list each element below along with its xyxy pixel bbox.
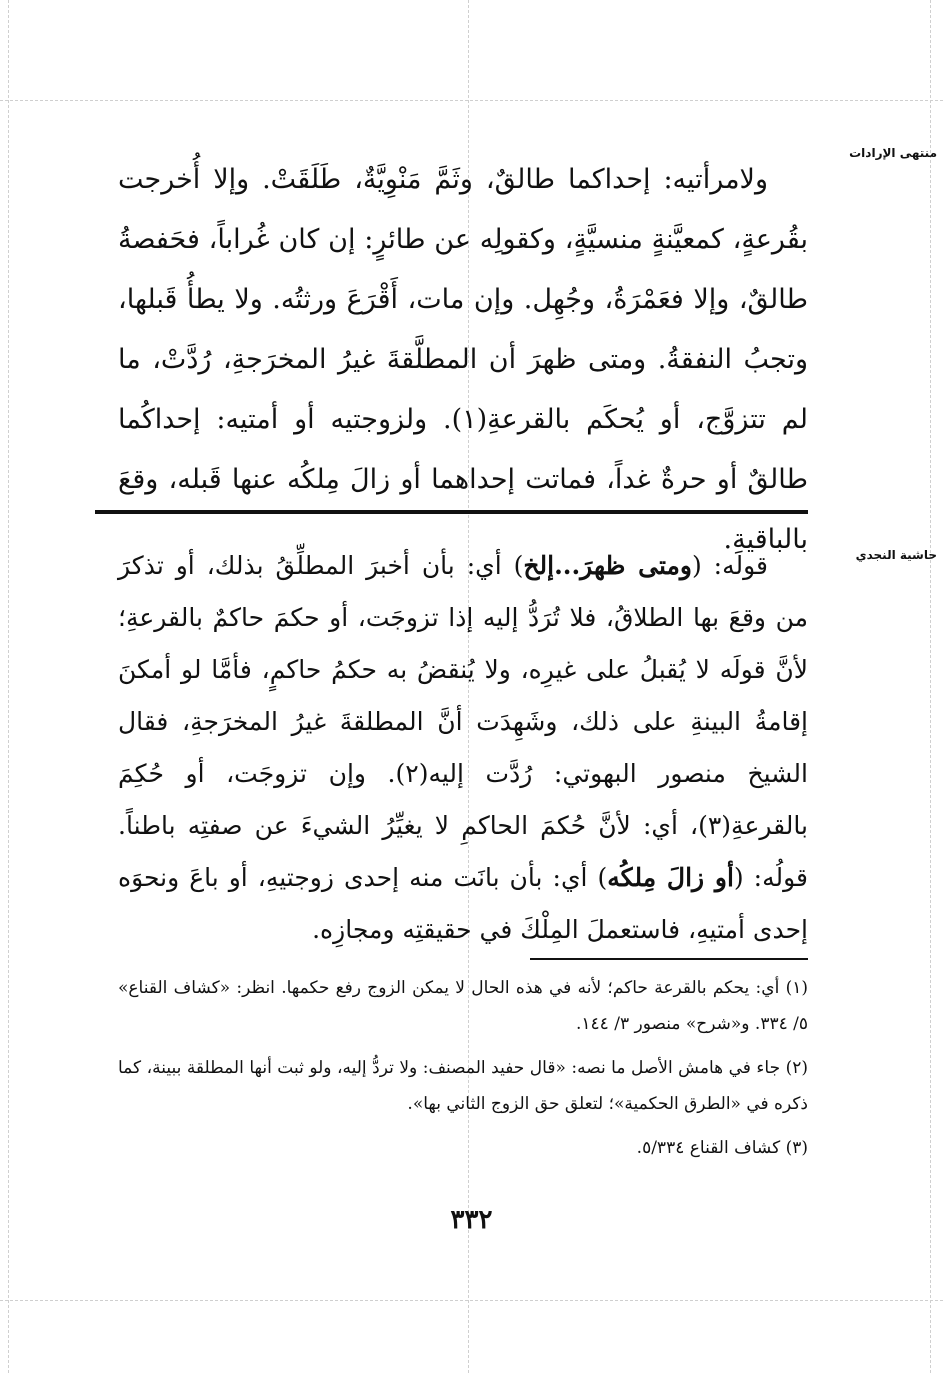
- scan-guide: [0, 1300, 943, 1301]
- hashiya-lemma-1: ومتى ظهرَ...إلخ: [523, 551, 692, 580]
- footnote-1: (١) أي: يحكم بالقرعة حاكم؛ لأنه في هذه الحال لا يمكن الزوج رفع حكمها. انظر: «كشاف القناع» ٥/ ٣٣٤. و«شرح» منصور ٣/ ١٤٤.: [118, 978, 808, 1034]
- side-label-hashiya: حاشية النجدي: [855, 548, 937, 562]
- side-label-matn: منتهى الإرادات: [849, 146, 937, 160]
- footnote-divider: [530, 958, 808, 960]
- footnote-2: (٢) جاء في هامش الأصل ما نصه: «قال حفيد المصنف: ولا تردُّ إليه، ولو ثبت أنها المطلقة ببينة، كما ذكره في «الطرق الحكمية»؛ لتعلق حق الزوج الثاني بها».: [118, 1058, 808, 1114]
- matn-paragraph: ولامرأتيه: إحداكما طالقٌ، وثَمَّ مَنْوِيَّةٌ، طَلَقَتْ. وإلا أُخرجت بقُرعةٍ، كمعيَّنةٍ منسيَّةٍ، وكقولِه عن طائرٍ: إن كان غُراباً، فحَفصةُ طالقٌ، وإلا فعَمْرَةُ، وجُهِل. وإن مات، أَقْرَعَ ورثتُه. ولا يطأُ قَبلها، وتجبُ النفقةُ. ومتى ظهرَ أن المطلَّقةَ غيرُ المخرَجةِ، رُدَّتْ، ما لم تتزوَّج، أو يُحكَم بالقرعةِ(١). ولزوجتيه أو أمتيه: إحداكُما طالقٌ أو حرةٌ غداً، فماتت إحداهما أو زالَ مِلكُه عنها قَبله، وقعَ بالباقيةِ.: [118, 164, 808, 555]
- hashiya-paragraph: [118, 540, 808, 956]
- scan-guide: [8, 0, 9, 1373]
- hashiya-text-2: ) أي: بأن بانَت منه إحدى زوجتيهِ، أو باعَ ونحوَه إحدى أمتيهِ، فاستعملَ المِلْكَ في حقيقتِه ومجازِه.: [118, 863, 808, 944]
- scan-guide: [930, 0, 931, 1373]
- scan-guide: [0, 100, 943, 101]
- hashiya-text-1: ) أي: بأن أخبرَ المطلِّقُ بذلك، أو تذكرَ من وقعَ بها الطلاقُ، فلا تُرَدُّ إليه إذا تزوجَت، أو حكمَ حاكمٌ بالقرعةِ؛ لأنَّ قولَه لا يُقبلُ على غيرِه، ولا يُنقضُ به حكمُ حاكمٍ، فأمَّا لو أمكنَ إقامةُ البينةِ على ذلك، وشَهِدَت أنَّ المطلقةَ غيرُ المخرَجةِ، فقال الشيخ منصور البهوتي: رُدَّت إليه(٢). وإن تزوجَت، أو حُكِمَ بالقرعةِ(٣)، أي: لأنَّ حُكمَ الحاكمِ لا يغيِّرُ الشيءَ عن صفتِه باطناً. قولُه: (: [118, 551, 808, 892]
- section-divider: [95, 510, 808, 514]
- page-number: ٣٣٢: [450, 1205, 493, 1235]
- footnotes: [118, 970, 808, 1174]
- matn-block: [118, 150, 808, 570]
- hashiya-intro: قوله: (: [691, 551, 768, 580]
- footnote-3: (٣) كشاف القناع ٥/٣٣٤.: [636, 1138, 808, 1158]
- hashiya-block: [118, 540, 808, 956]
- hashiya-lemma-2: أو زالَ مِلكُه: [607, 863, 734, 892]
